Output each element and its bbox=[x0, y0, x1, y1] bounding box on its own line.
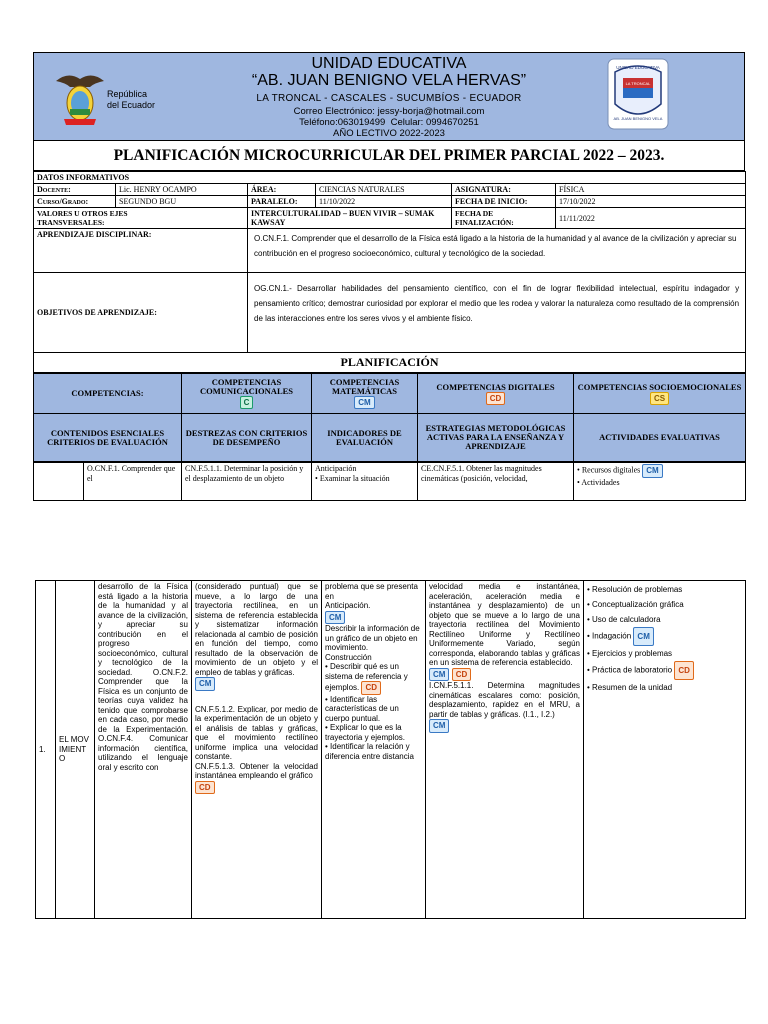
col-destrezas: DESTREZAS CON CRITERIOS DE DESEMPEÑO bbox=[182, 414, 312, 462]
p2-indicadores: problema que se presenta en Anticipación. CM Describir la información de un gráfico de un objeto en movimiento. Construcción • Describir qué es un sistema de referencia y ejemplos. CD • Identificar las características de un cuerpo puntual. • Explicar lo que es la trayectoria y ejemplos. • Identificar la relación y diferencia entre distancia bbox=[322, 581, 426, 919]
p2-estrategias: velocidad media e instantánea, aceleración, aceleración media e instantánea y desplazamiento) de un objeto que se mueve a lo largo de una trayectoria rectilínea del Movimiento Rectilíneo Uniforme y Rectilíneo Uniformemente Variado, según corresponda, elaborando tablas y gráficas en un sistema de referencia establecido. CM CD I.CN.F.5.1.1. Determina magnitudes cinemáticas escalares como: posición, desplazamiento, rapidez en el MRU, a partir de tablas y gráficas. (I.1., I.2.) CM bbox=[426, 581, 584, 919]
comp-matematicas: COMPETENCIAS MATEMÁTICAS CM bbox=[312, 374, 418, 414]
row1-contenidos: O.CN.F.1. Comprender que el bbox=[84, 463, 182, 501]
col-contenidos: CONTENIDOS ESENCIALES CRITERIOS DE EVALUACIÓN bbox=[34, 414, 182, 462]
logo-text-bottom: AB. JUAN BENIGNO VELA bbox=[613, 116, 663, 121]
cm-icon: CM bbox=[429, 668, 449, 682]
area-value: CIENCIAS NATURALES bbox=[316, 184, 452, 196]
page-two bbox=[35, 580, 745, 919]
aprendizaje-value: O.CN.F.1. Comprender que el desarrollo de la Física está ligado a la historia de la humanidad y al avance de la civilización y apreciar su contribución en el progreso socioeconómico, cultural y tecnológico de la sociedad. bbox=[248, 229, 746, 273]
comp-digitales: COMPETENCIAS DIGITALES CD bbox=[418, 374, 574, 414]
school-name: “AB. JUAN BENIGNO VELA HERVAS” bbox=[251, 72, 527, 89]
fecha-inicio-value: 17/10/2022 bbox=[556, 196, 746, 208]
cd-icon: CD bbox=[674, 661, 694, 680]
competencias-label: COMPETENCIAS: bbox=[34, 374, 182, 414]
col-indicadores: INDICADORES DE EVALUACIÓN bbox=[312, 414, 418, 462]
row1-destrezas: CN.F.5.1.1. Determinar la posición y el desplazamiento de un objeto bbox=[182, 463, 312, 501]
row-first-page bbox=[33, 462, 746, 501]
logo-text-mid: LA TRONCAL bbox=[625, 81, 651, 86]
unit-number: 1. bbox=[36, 581, 56, 919]
cm-icon: CM bbox=[195, 677, 215, 691]
col-actividades: ACTIVIDADES EVALUATIVAS bbox=[574, 414, 746, 462]
col-estrategias: ESTRATEGIAS METODOLÓGICAS ACTIVAS PARA LA ENSEÑANZA Y APRENDIZAJE bbox=[418, 414, 574, 462]
logo-text-top: UNIDAD EDUCATIVA bbox=[616, 65, 660, 70]
cm-icon: CM bbox=[325, 611, 345, 625]
fecha-fin-value: 11/11/2022 bbox=[556, 208, 746, 229]
info-section-title: DATOS INFORMATIVOS bbox=[34, 172, 746, 184]
competencias-table bbox=[33, 373, 746, 462]
competencia-cm-icon: CM bbox=[354, 396, 374, 409]
valores-label: VALORES U OTROS EJES TRANSVERSALES: bbox=[34, 208, 248, 229]
comp-comunicacionales: COMPETENCIAS COMUNICACIONALES C bbox=[182, 374, 312, 414]
paralelo-value: 11/10/2022 bbox=[316, 196, 452, 208]
school-location: LA TRONCAL - CASCALES - SUCUMBÍOS - ECUADOR bbox=[256, 93, 522, 104]
info-section bbox=[33, 171, 745, 501]
curso-label: Curso/Grado: bbox=[34, 196, 116, 208]
objetivos-value: OG.CN.1.- Desarrollar habilidades del pensamiento científico, con el fin de lograr flexibilidad intelectual, espíritu indagador y pensamiento crítico; demostrar curiosidad por explorar el medio que les rodea y valorar la naturaleza como resultado de la comprensión de las interacciones entre los seres vivos y el ambiente físico. bbox=[248, 273, 746, 353]
document-title: PLANIFICACIÓN MICROCURRICULAR DEL PRIMER PARCIAL 2022 – 2023. bbox=[33, 141, 745, 171]
row1-indicadores: Anticipación • Examinar la situación bbox=[312, 463, 418, 501]
competencia-c-icon: C bbox=[240, 396, 254, 409]
row1-actividades: • Recursos digitales CM • Actividades bbox=[574, 463, 746, 501]
asignatura-label: ASIGNATURA: bbox=[452, 184, 556, 196]
cd-icon: CD bbox=[361, 681, 381, 695]
school-type: UNIDAD EDUCATIVA bbox=[311, 55, 467, 72]
docente-label: Docente: bbox=[34, 184, 116, 196]
cm-icon: CM bbox=[429, 719, 449, 733]
valores-value: INTERCULTURALIDAD – BUEN VIVIR – SUMAK KAWSAY bbox=[248, 208, 452, 229]
school-header bbox=[33, 52, 745, 141]
p2-contenidos: desarrollo de la Física está ligado a la historia de la humanidad y al avance de la civilización, y apreciar su contribución en el progreso socioeconómico, cultural y tecnológico de la sociedad. O.CN.F.2. Comprender que la Física es un conjunto de teorías cuya validez ha tenido que comprobarse en cada caso, por medio de la Experimentación. O.CN.F.4. Comunicar información científica, utilizando el lenguaje oral y escrito con bbox=[95, 581, 192, 919]
objetivos-label: OBJETIVOS DE APRENDIZAJE: bbox=[34, 273, 248, 353]
aprendizaje-label: APRENDIZAJE DISCIPLINAR: bbox=[34, 229, 248, 273]
competencia-cs-icon: CS bbox=[650, 392, 669, 405]
p2-actividades: • Resolución de problemas • Conceptualización gráfica • Uso de calculadora • Indagación CM • Ejercicios y problemas • Práctica de laboratorio CD • Resumen de la unidad bbox=[584, 581, 746, 919]
cd-icon: CD bbox=[195, 781, 215, 795]
cm-icon: CM bbox=[633, 627, 653, 646]
school-email: Correo Electrónico: jessy-borja@hotmail.com bbox=[293, 106, 485, 117]
competencia-cd-icon: CD bbox=[486, 392, 506, 405]
area-label: ÁREA: bbox=[248, 184, 316, 196]
comp-socioemocionales: COMPETENCIAS SOCIOEMOCIONALES CS bbox=[574, 374, 746, 414]
republic-label: República del Ecuador bbox=[107, 89, 156, 110]
planificacion-title: PLANIFICACIÓN bbox=[34, 353, 746, 373]
unit-name: EL MOVIMIENTO bbox=[56, 581, 95, 919]
cd-icon: CD bbox=[452, 668, 472, 682]
p2-destrezas: (considerado puntual) que se mueve, a lo largo de una trayectoria rectilínea, en un sistema de referencia establecida y sistematizar información relacionada al cambio de posición en función del tiempo, como resultado de la observación de movimiento de un objeto y el empleo de tablas y gráficas. CM CN.F.5.1.2. Explicar, por medio de la experimentación de un objeto y el análisis de tablas y gráficas, que el movimiento rectilíneo uniforme implica una velocidad constante. CN.F.5.1.3. Obtener la velocidad instantánea empleando el gráfico CD bbox=[192, 581, 322, 919]
school-logo-icon bbox=[607, 58, 669, 130]
docente-value: Lic. HENRY OCAMPO bbox=[116, 184, 248, 196]
asignatura-value: FÍSICA bbox=[556, 184, 746, 196]
school-phones: Teléfono:063019499 Celular: 0994670251 bbox=[299, 117, 479, 128]
school-year: AÑO LECTIVO 2022-2023 bbox=[333, 128, 445, 139]
curso-value: SEGUNDO BGU bbox=[116, 196, 248, 208]
paralelo-label: PARALELO: bbox=[248, 196, 316, 208]
row1-estrategias: CE.CN.F.5.1. Obtener las magnitudes cinemáticas (posición, velocidad, bbox=[418, 463, 574, 501]
fecha-inicio-label: FECHA DE INICIO: bbox=[452, 196, 556, 208]
cm-icon: CM bbox=[642, 464, 662, 478]
fecha-fin-label: FECHA DE FINALIZACIÓN: bbox=[452, 208, 556, 229]
